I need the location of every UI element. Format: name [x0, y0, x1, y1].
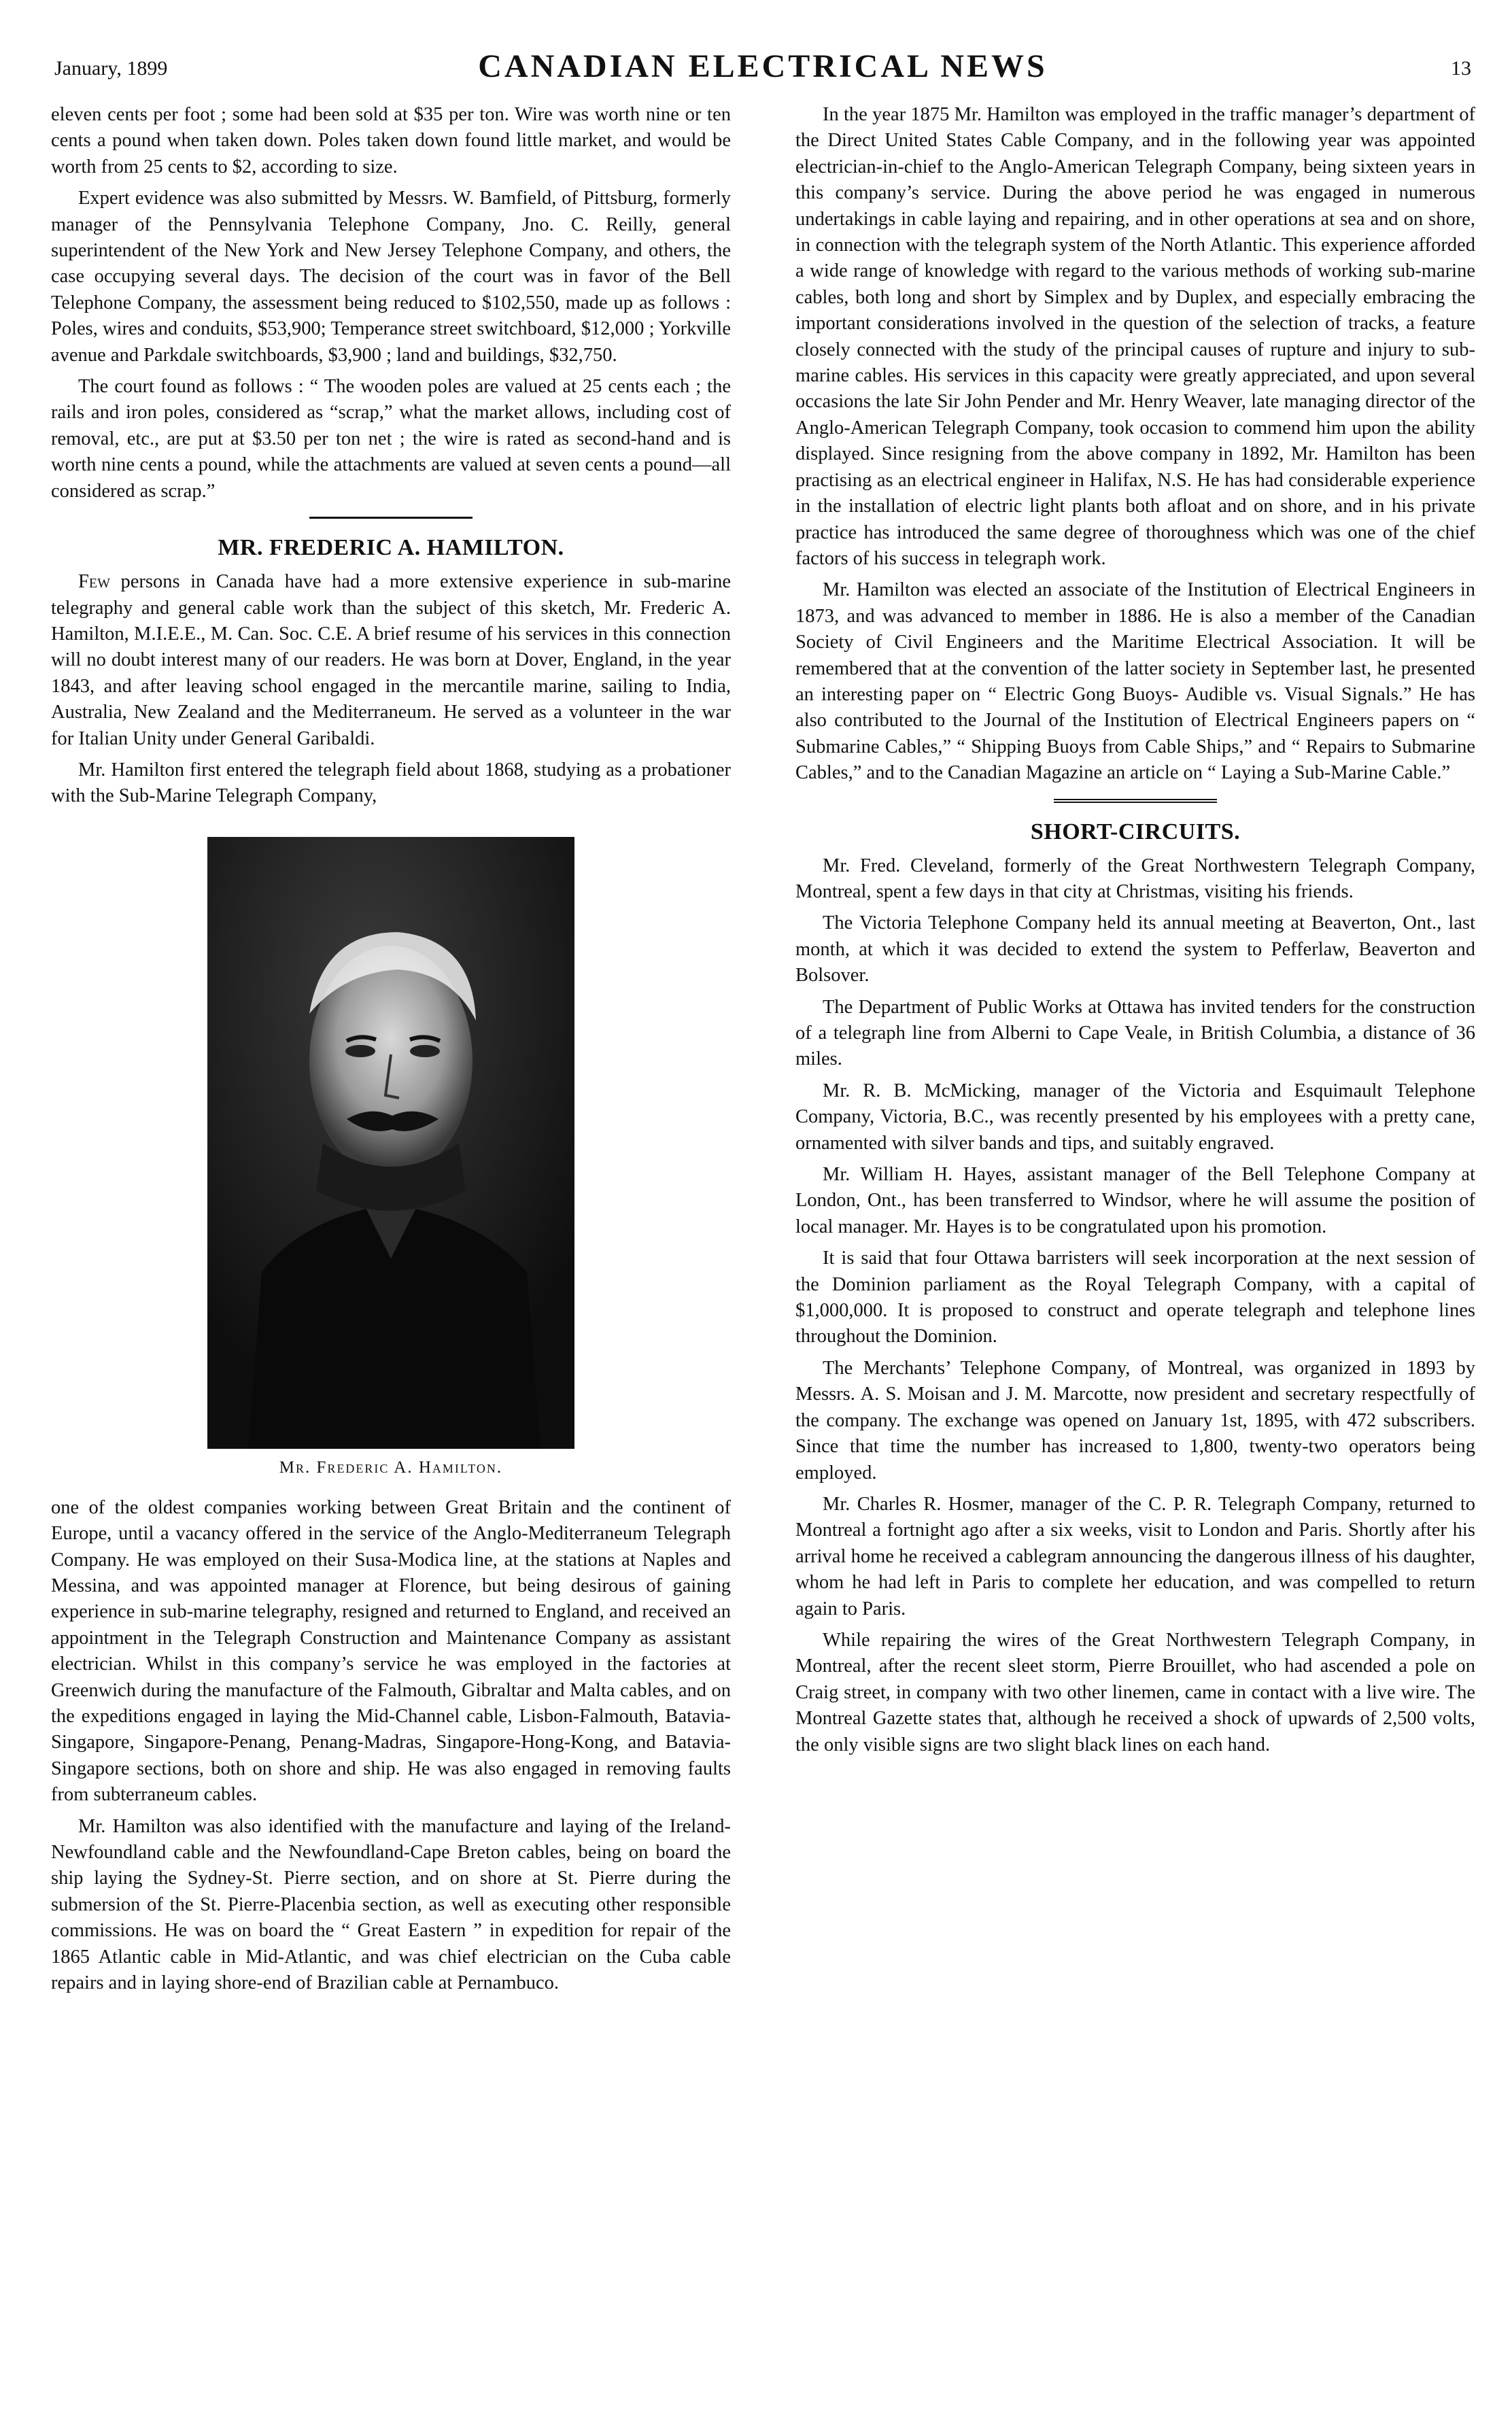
header-date: January, 1899: [54, 57, 168, 80]
section-heading: SHORT-CIRCUITS.: [1030, 819, 1241, 844]
masthead-title: CANADIAN ELECTRICAL NEWS: [478, 48, 1048, 84]
paragraph: eleven cents per foot ; some had been sold at $35 per ton. Wire was worth nine or ten cents a pound when taken down. Poles taken down found little market, and would be worth from 25 cents to $2, according to size.: [51, 104, 731, 177]
portrait-illustration: [207, 837, 574, 1449]
news-item: Mr. Fred. Cleveland, formerly of the Great Northwestern Telegraph Company, Montreal, spent a few days in that city at Christmas, visiting his friends.: [795, 855, 1475, 902]
paragraph: The court found as follows : “ The wooden poles are valued at 25 cents each ; the rails and iron poles, considered as “scrap,” what the market allows, including cost of removal, etc., are put at $3.50 per ton net ; the wire is rated as second-hand and is worth nine cents a pound, while the attachments are valued at seven cents a pound—all considered as scrap.”: [51, 376, 731, 502]
section-divider: [309, 517, 472, 519]
news-item: The Department of Public Works at Ottawa has invited tenders for the construction of a telegraph line from Alberni to Cape Veale, in British Columbia, a distance of 36 miles.: [795, 996, 1475, 1070]
page-header: [54, 48, 1471, 88]
news-item: The Victoria Telephone Company held its annual meeting at Beaverton, Ont., last month, at which it was decided to extend the system to Pefferlaw, Beaverton and Bolsover.: [795, 912, 1475, 987]
article-heading: MR. FREDERIC A. HAMILTON.: [218, 535, 564, 561]
paragraph: one of the oldest companies working between Great Britain and the continent of Europe, until a vacancy offered in the service of the Anglo-Mediterraneum Telegraph Company. He was employed on their Susa-Modica line, at the stations at Naples and Messina, and was appointed manager at Florence, but being desirous of gaining experience in sub-marine telegraphy, resigned and returned to England, and received an appointment in the Telegraph Construction and Maintenance Company as assistant electrician. Whilst in this company’s service he was employed in the factories at Greenwich during the manufacture of the Falmouth, Gibraltar and Malta cables, and on the expeditions engaged in laying the Mid-Channel cable, Lisbon-Falmouth, Batavia-Singapore, Singapore-Penang, Penang-Madras, Singapore-Hong-Kong, and Batavia-Singapore sections, both on shore and ship. He was also engaged in removing faults from subterraneum cables.: [51, 1496, 731, 1806]
portrait-photo: [207, 837, 574, 1449]
news-item: Mr. R. B. McMicking, manager of the Victoria and Esquimault Telephone Company, Victoria, B.C., was recently presented by his employees with a pretty cane, ornamented with silver bands and tips, and suitably engraved.: [795, 1080, 1475, 1154]
paragraph: Mr. Hamilton was also identified with the manufacture and laying of the Ireland-Newfoundland cable and the Newfoundland-Cape Breton cables, being on board the ship laying the Sydney-St. Pierre section, and on shore at St. Pierre during the submersion of the St. Pierre-Placenbia section, as well as executing other responsible commissions. He was on board the “ Great Eastern ” in expedition for repair of the 1865 Atlantic cable in Mid-Atlantic, and was chief electrician on the Cuba cable repairs and in laying shore-end of Brazilian cable at Pernambuco.: [51, 1815, 731, 1994]
paragraph: In the year 1875 Mr. Hamilton was employed in the traffic manager’s department of the Direct United States Cable Company, and in the following year was appointed electrician-in-chief to the Anglo-American Telegraph Company, being sixteen years in this company’s service. During the above period he was engaged in numerous undertakings in cable laying and repairing, and in other operations at sea and on shore, in connection with the telegraph system of the North Atlantic. This experience afforded a wide range of knowledge with regard to the various methods of working sub-marine cables, both long and short by Simplex and by Duplex, and especially embracing the important considerations involved in the question of the selection of tracks, a feature closely connected with the study of the principal causes of rupture and injury to sub-marine cables. His services in this capacity were greatly appreciated, and upon several occasions the late Sir John Pender and Mr. Henry Weaver, late managing director of the Anglo-American Telegraph Company, took occasion to commend him upon the ability displayed. Since resigning from the above company in 1892, Mr. Hamilton has been practising as an electrical engineer in Halifax, N.S. He has had considerable experience in the installation of electric light plants both afloat and on shore, and in his private practice has introduced the same degree of thoroughness which was one of the chief factors of his success in telegraph work.: [795, 104, 1475, 569]
paragraph: [51, 569, 731, 752]
news-item: It is said that four Ottawa barristers will seek incorporation at the next session of the Dominion parliament as the Royal Telegraph Company, with a capital of $1,000,000. It is proposed to construct and operate telegraph and telephone lines throughout the Dominion.: [795, 1248, 1475, 1348]
news-item: Mr. Charles R. Hosmer, manager of the C. P. R. Telegraph Company, returned to Montreal a fortnight ago after a six weeks, visit to London and Paris. Shortly after his arrival home he received a cablegram announcing the dangerous illness of his daughter, whom he had left in Paris to complete her education, and was compelled to return again to Paris.: [795, 1493, 1475, 1619]
news-item: While repairing the wires of the Great Northwestern Telegraph Company, in Montreal, after the recent sleet storm, Pierre Brouillet, who had ascended a pole on Craig street, in company with two other linemen, came in contact with a live wire. The Montreal Gazette states that, although he received a shock of upwards of 2,500 volts, the only visible signs are two slight black lines on each hand.: [795, 1629, 1475, 1755]
photo-caption: Mr. Frederic A. Hamilton.: [279, 1458, 503, 1477]
lead-word: Few: [78, 571, 110, 593]
paragraph-text: persons in Canada have had a more extensive experience in sub-marine telegraphy and general cable work than the subject of this sketch, Mr. Frederic A. Hamilton, M.I.E.E., M. Can. Soc. C.E. A brief resume of his services in this connection will no doubt interest many of our readers. He was born at Dover, England, in the year 1843, and after leaving school engaged in the mercantile marine, sailing to India, Australia, New Zealand and the Mediterraneum. He served as a volunteer in the war for Italian Unity under General Garibaldi.: [51, 571, 731, 749]
section-divider: [1054, 799, 1217, 803]
news-item: The Merchants’ Telephone Company, of Montreal, was organized in 1893 by Messrs. A. S. Moisan and J. M. Marcotte, now president and secretary respectfully of the company. The exchange was opened on January 1st, 1895, with 472 subscribers. Since that time the number has increased to 1,800, twenty-two operators being employed.: [795, 1357, 1475, 1483]
paragraph: Mr. Hamilton was elected an associate of the Institution of Electrical Engineers in 1873, and was advanced to member in 1886. He is also a member of the Canadian Society of Civil Engineers and the Maritime Electrical Association. It will be remembered that at the convention of the latter society in September last, he presented an interesting paper on “ Electric Gong Buoys- Audible vs. Visual Signals.” He has also contributed to the Journal of the Institution of Electrical Engineers papers on “ Submarine Cables,” “ Shipping Buoys from Cable Ships,” and “ Repairs to Submarine Cables,” and to the Canadian Magazine an article on “ Laying a Sub-Marine Cable.”: [795, 579, 1475, 784]
right-column: [795, 102, 1475, 2400]
paragraph: Mr. Hamilton first entered the telegraph field about 1868, studying as a probationer with the Sub-Marine Telegraph Company,: [51, 759, 731, 807]
page-number: 13: [1451, 57, 1471, 80]
paragraph: Expert evidence was also submitted by Messrs. W. Bamfield, of Pittsburg, formerly manager of the Pennsylvania Telephone Company, Jno. C. Reilly, general superintendent of the New York and New Jersey Telephone Company, and others, the case occupying several days. The decision of the court was in favor of the Bell Telephone Company, the assessment being reduced to $102,550, made up as follows : Poles, wires and conduits, $53,900; Temperance street switchboard, $12,000 ; Yorkville avenue and Parkdale switchboards, $3,900 ; land and buildings, $32,750.: [51, 188, 731, 366]
left-column: [51, 102, 731, 2400]
news-item: Mr. William H. Hayes, assistant manager of the Bell Telephone Company at London, Ont., has been transferred to Windsor, where he will assume the position of local manager. Mr. Hayes is to be congratulated upon his promotion.: [795, 1164, 1475, 1237]
